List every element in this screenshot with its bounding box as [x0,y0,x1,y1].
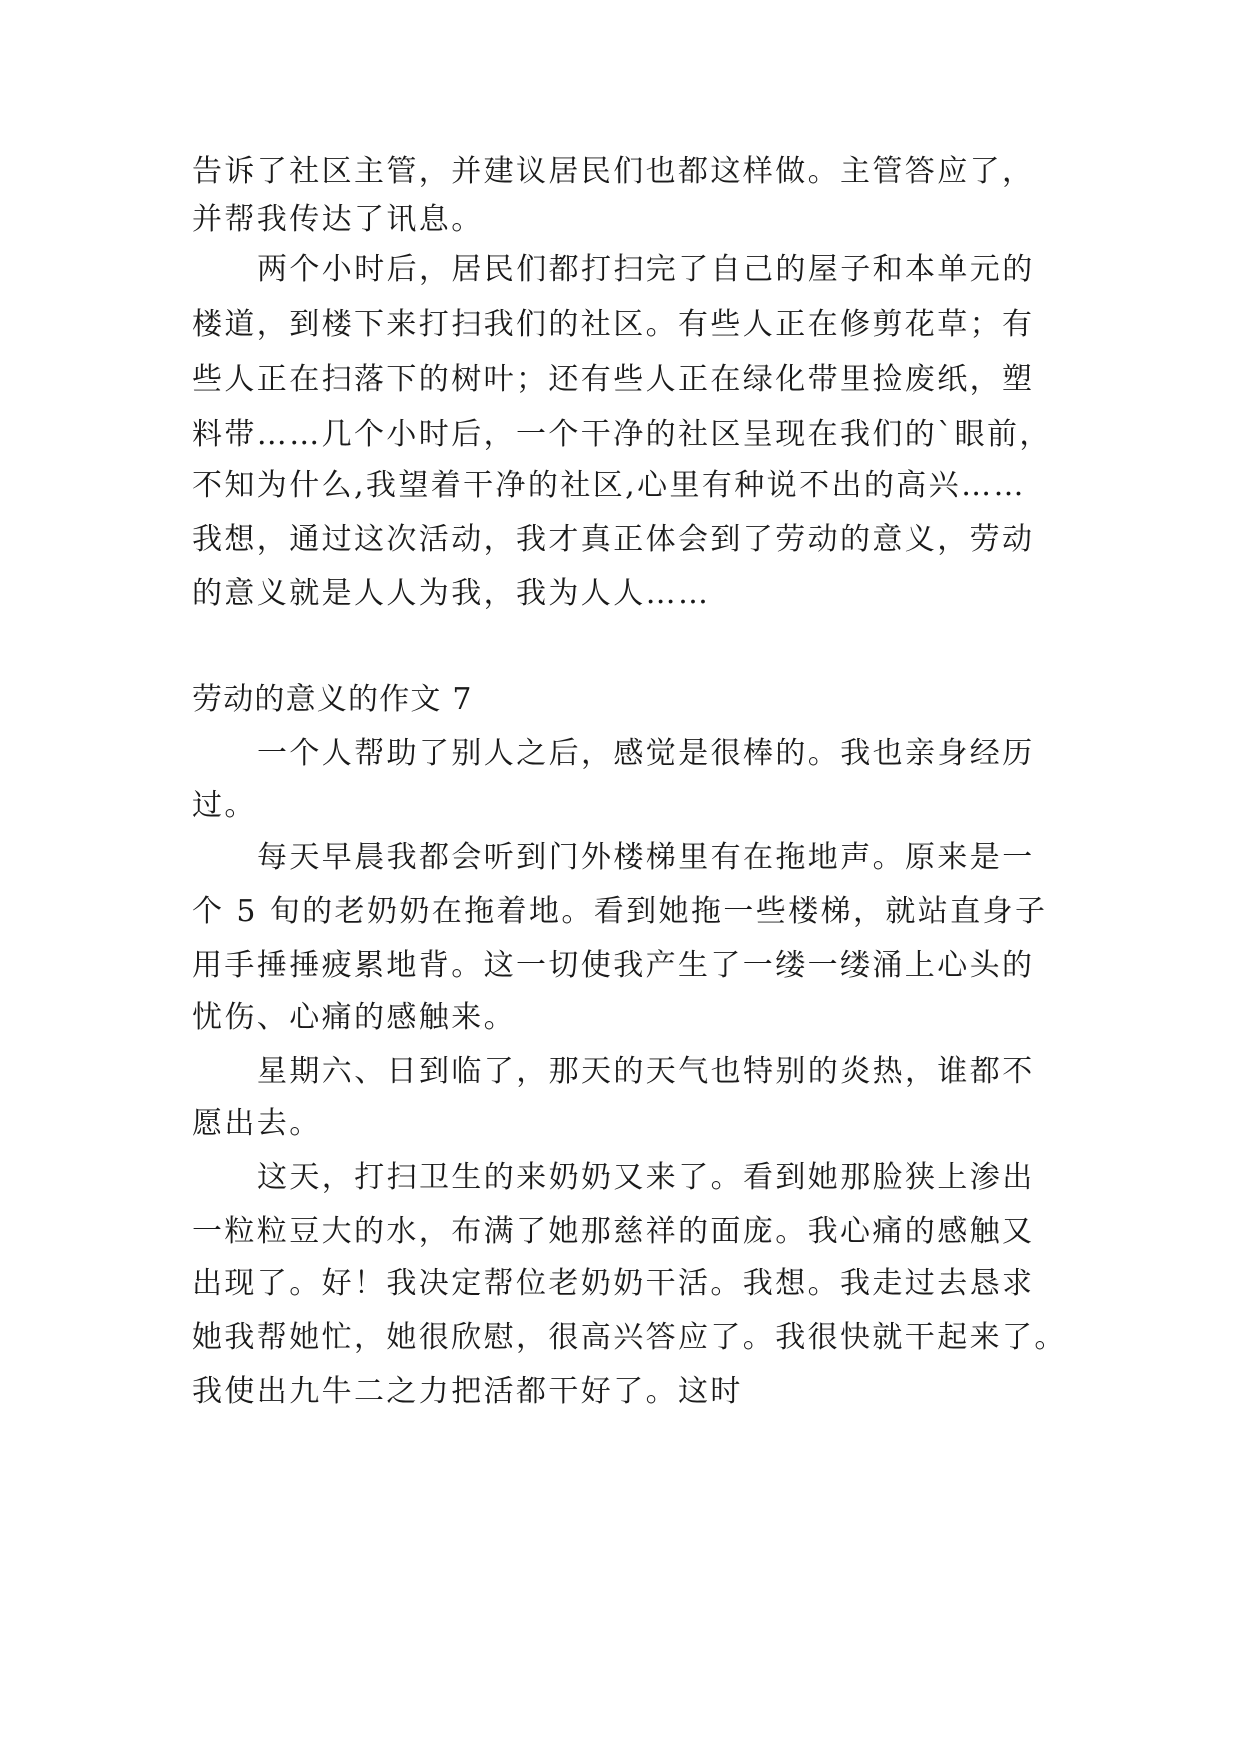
text-line: 并帮我传达了讯息。 [192,202,484,237]
paragraph-start-line: 两个小时后，居民们都打扫完了自己的屋子和本单元的 [257,252,1035,287]
essay-heading: 劳动的意义的作文 7 [192,682,473,717]
text-line: 她我帮她忙，她很欣慰，很高兴答应了。我很快就干起来了。 [192,1320,1067,1355]
text-line: 过。 [192,788,257,823]
text-line: 我想，通过这次活动，我才真正体会到了劳动的意义，劳动 [192,522,1035,557]
text-line: 料带……几个小时后，一个干净的社区呈现在我们的`眼前， [192,417,1052,452]
text-line: 一粒粒豆大的水，布满了她那慈祥的面庞。我心痛的感触又 [192,1214,1035,1249]
text-line: 我使出九牛二之力把活都干好了。这时 [192,1374,743,1409]
text-line: 的意义就是人人为我，我为人人…… [192,576,711,611]
paragraph-start-line: 这天，打扫卫生的来奶奶又来了。看到她那脸狭上渗出 [257,1160,1035,1195]
paragraph-start-line: 每天早晨我都会听到门外楼梯里有在拖地声。原来是一 [257,840,1035,875]
text-line: 告诉了社区主管，并建议居民们也都这样做。主管答应了， [192,154,1035,189]
paragraph-start-line: 一个人帮助了别人之后，感觉是很棒的。我也亲身经历 [257,736,1035,771]
text-line: 忧伤、心痛的感触来。 [192,1000,516,1035]
text-line: 用手捶捶疲累地背。这一切使我产生了一缕一缕涌上心头的 [192,948,1035,983]
text-line: 不知为什么,我望着干净的社区,心里有种说不出的高兴…… [192,468,1026,503]
paragraph-start-line: 星期六、日到临了，那天的天气也特别的炎热，谁都不 [257,1054,1035,1089]
text-line: 愿出去。 [192,1106,322,1141]
text-line: 出现了。好！我决定帮位老奶奶干活。我想。我走过去恳求 [192,1266,1035,1301]
text-line: 楼道，到楼下来打扫我们的社区。有些人正在修剪花草；有 [192,307,1035,342]
text-line: 些人正在扫落下的树叶；还有些人正在绿化带里捡废纸，塑 [192,362,1035,397]
text-line: 个 5 旬的老奶奶在拖着地。看到她拖一些楼梯，就站直身子 [192,894,1048,929]
